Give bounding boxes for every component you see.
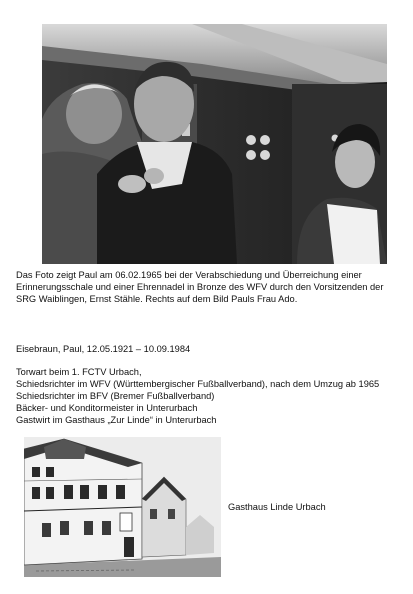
bio-line-3: Schiedsrichter im BFV (Bremer Fußballverband) xyxy=(16,391,215,401)
gasthaus-caption: Gasthaus Linde Urbach xyxy=(228,502,326,512)
photo-caption-line-2: Erinnerungsschale und einer Ehrennadel in Bronze des WFV durch den Vorsitzenden der xyxy=(16,282,384,292)
bio-line-4: Bäcker- und Konditormeister in Unterurbach xyxy=(16,403,198,413)
gasthaus-photo-drawing xyxy=(24,437,221,577)
photo-caption-line-3: SRG Waiblingen, Ernst Stähle. Rechts auf dem Bild Pauls Frau Ado. xyxy=(16,294,298,304)
photo-caption-line-1: Das Foto zeigt Paul am 06.02.1965 bei der Verabschiedung und Überreichung einer xyxy=(16,270,362,280)
bio-line-1: Torwart beim 1. FCTV Urbach, xyxy=(16,367,142,377)
gasthaus-photo xyxy=(24,437,221,577)
ceremony-photo xyxy=(42,24,387,264)
ceremony-photo-drawing xyxy=(42,24,387,264)
bio-line-2: Schiedsrichter im WFV (Württembergischer Fußballverband), nach dem Umzug ab 1965 xyxy=(16,379,380,389)
bio-line-5: Gastwirt im Gasthaus „Zur Linde“ in Unterurbach xyxy=(16,415,217,425)
bio-name-line: Eisebraun, Paul, 12.05.1921 – 10.09.1984 xyxy=(16,344,191,354)
